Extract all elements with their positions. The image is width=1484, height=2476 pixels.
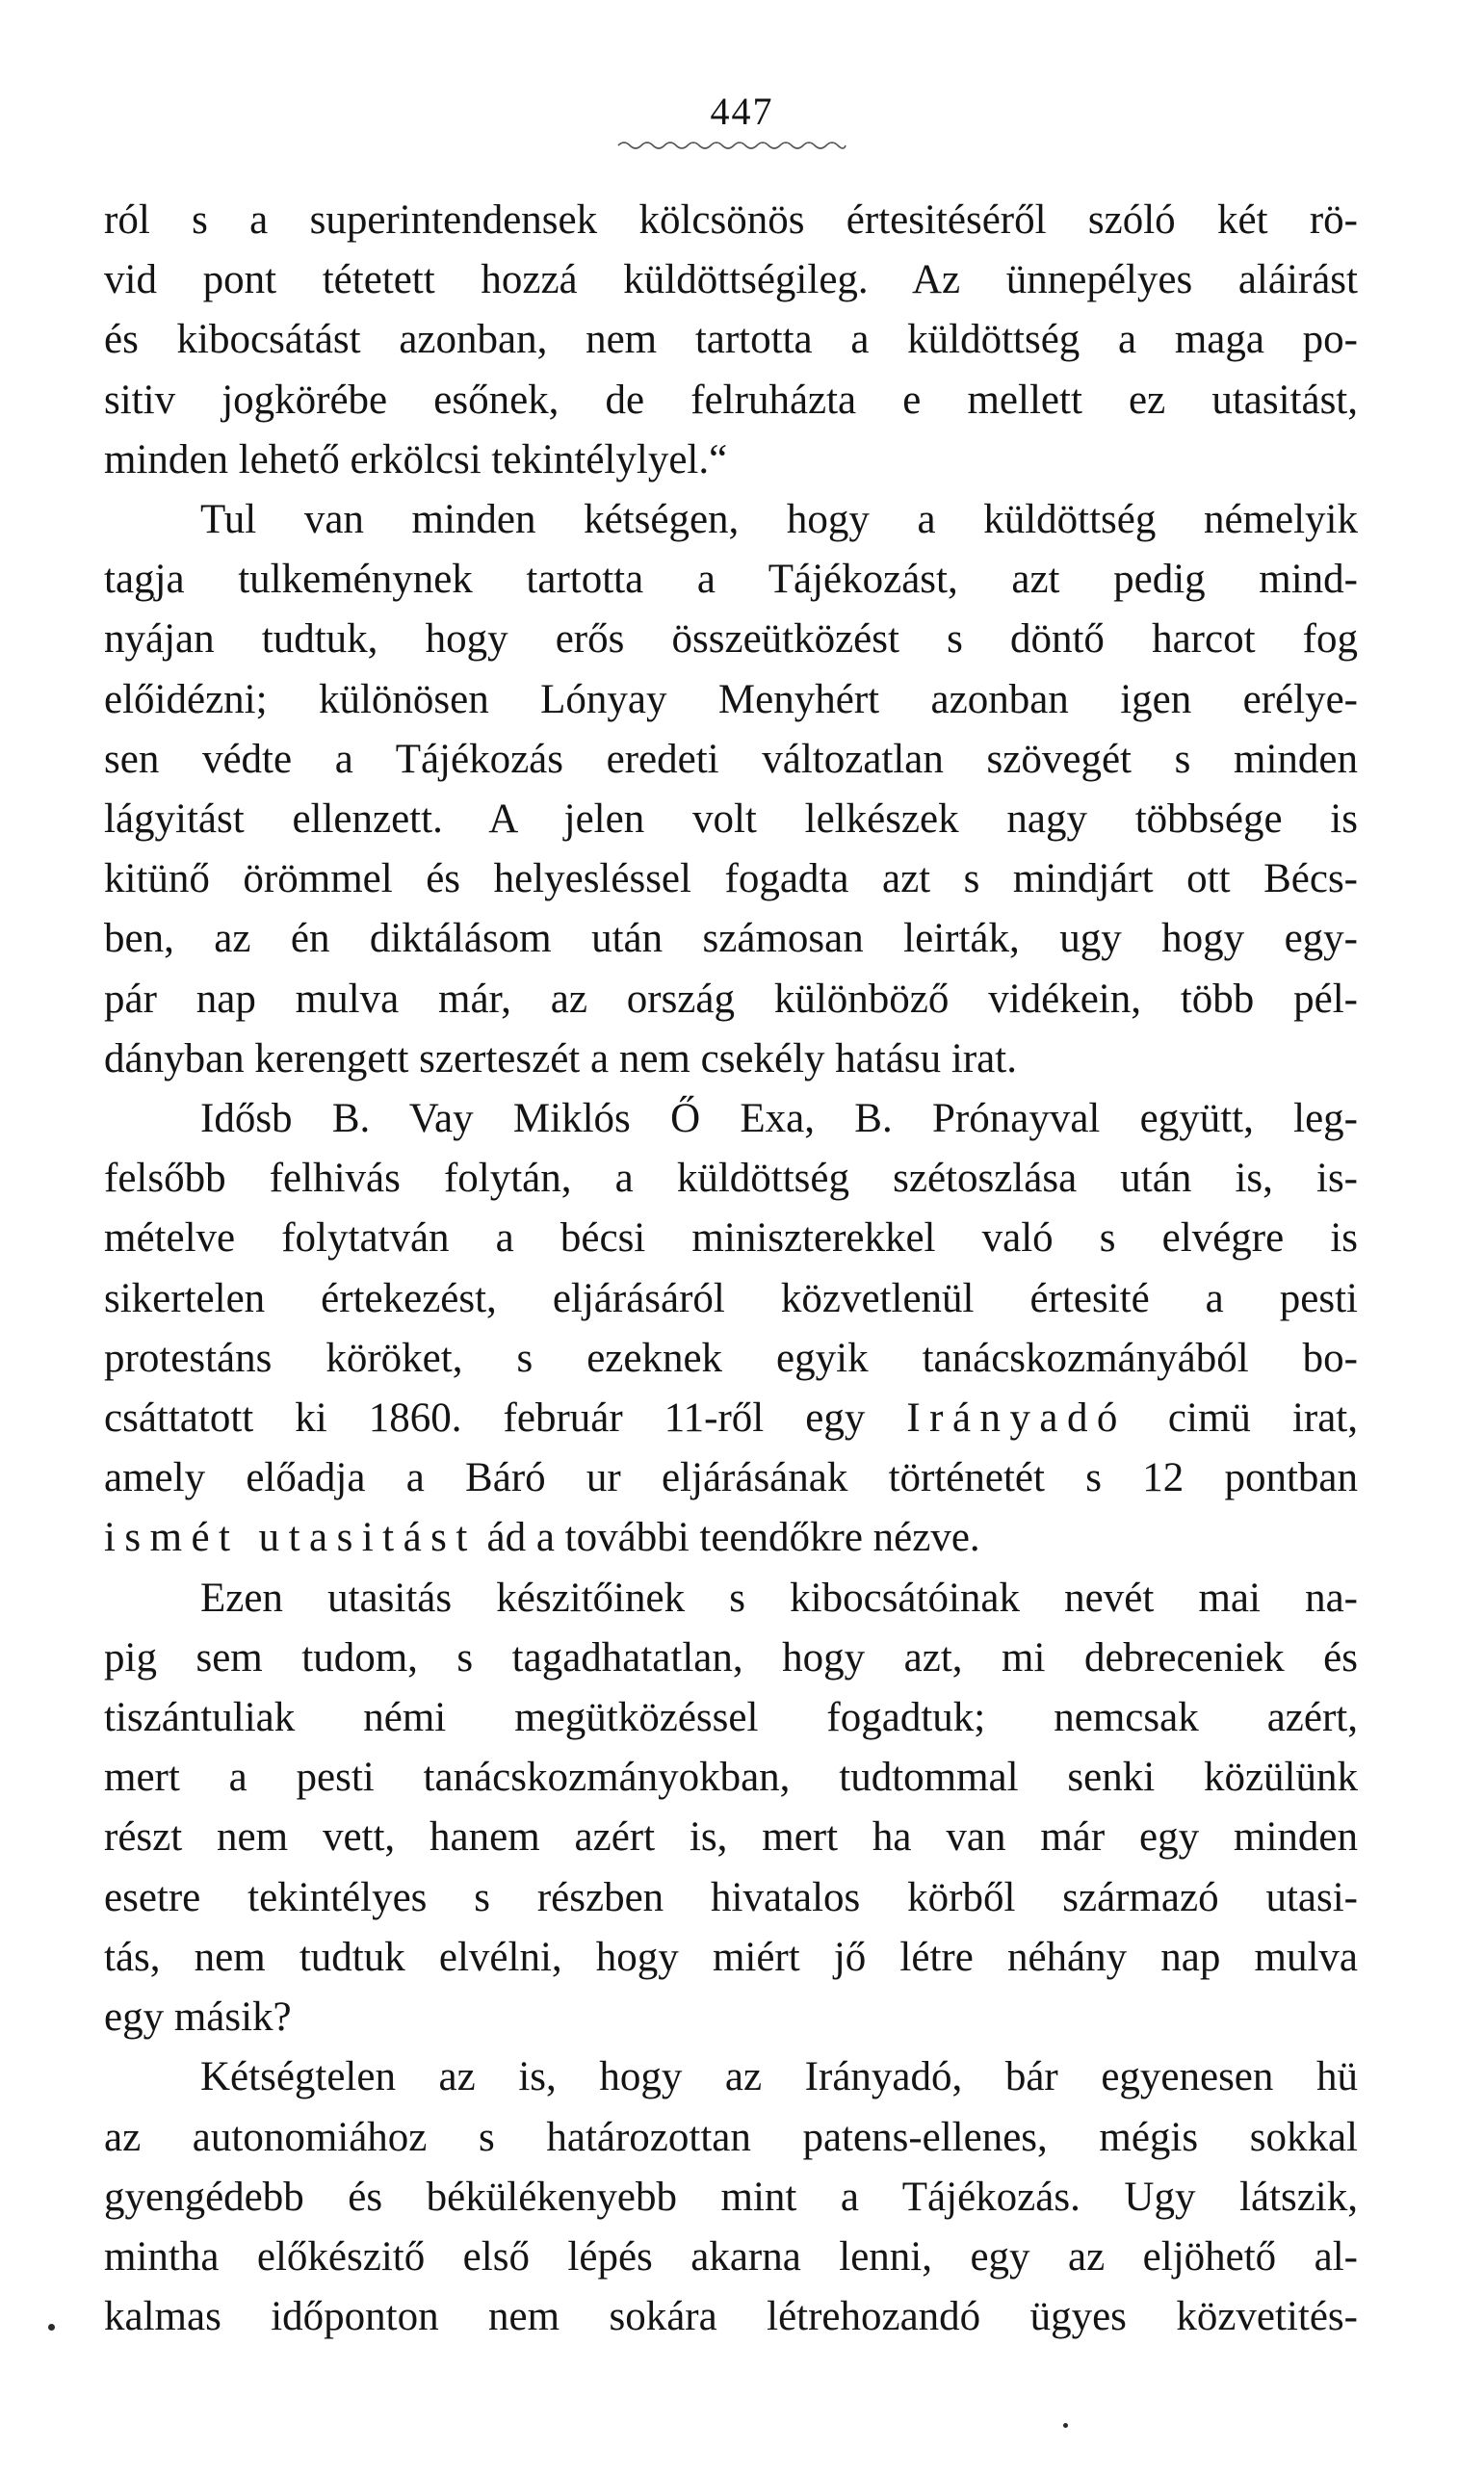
text-line: kalmas időponton nem sokára létrehozandó ügyes közvetités- (104, 2294, 1358, 2340)
text-line: esetre tekintélyes s részben hivatalos körből származó utasi- (104, 1874, 1358, 1920)
text-line: tás, nem tudtuk elvélni, hogy miért jő létre néhány nap mulva (104, 1934, 1358, 1980)
text-line: vid pont tétetett hozzá küldöttségileg. Az ünnepélyes aláirást (104, 257, 1358, 303)
text-segment: ád a további teendőkre nézve. (476, 1515, 980, 1561)
page-number: 447 (710, 90, 774, 133)
text-line: mintha előkészitő első lépés akarna lenni, egy az eljöhető al- (104, 2233, 1358, 2280)
text-line: pár nap mulva már, az ország különböző vidékein, több pél- (104, 976, 1358, 1022)
text-line: ról s a superintendensek kölcsönös értesitéséről szóló két rö- (104, 197, 1358, 243)
text-line: Tul van minden kétségen, hogy a küldöttség némelyik (200, 497, 1358, 543)
text-line (104, 1508, 1358, 1568)
text-line: előidézni; különösen Lónyay Menyhért azonban igen erélye- (104, 676, 1358, 722)
text-line: nyájan tudtuk, hogy erős összeütközést s döntő harcot fog (104, 616, 1358, 663)
header-ornament-rule (616, 137, 847, 152)
text-line: gyengédebb és békülékenyebb mint a Tájékozás. Ugy látszik, (104, 2174, 1358, 2220)
text-line: pig sem tudom, s tagadhatatlan, hogy azt, mi debreceniek és (104, 1634, 1358, 1681)
text-line: mételve folytatván a bécsi miniszterekkel való s elvégre is (104, 1215, 1358, 1262)
text-line: kitünő örömmel és helyesléssel fogadta azt s mindjárt ott Bécs- (104, 856, 1358, 902)
emphasized-text: ismét utasitást (104, 1515, 477, 1561)
text-line: mert a pesti tanácskozmányokban, tudtommal senki közülünk (104, 1755, 1358, 1801)
text-line: sen védte a Tájékozás eredeti változatlan szövegét s minden (104, 736, 1358, 782)
margin-speck (1063, 2423, 1068, 2428)
text-line: sikertelen értekezést, eljárásáról közvetlenül értesité a pesti (104, 1275, 1358, 1321)
text-line: az autonomiához s határozottan patens-ellenes, mégis sokkal (104, 2114, 1358, 2160)
text-line: Idősb B. Vay Miklós Ő Exa, B. Prónayval együtt, leg- (200, 1096, 1358, 1142)
text-line: felsőbb felhivás folytán, a küldöttség szétoszlása után is, is- (104, 1156, 1358, 1202)
text-line: egy másik? (104, 1994, 292, 2041)
body-text (104, 191, 1358, 2347)
text-line: sitiv jogkörébe esőnek, de felruházta e mellett ez utasitást, (104, 377, 1358, 423)
text-line: tiszántuliak némi megütközéssel fogadtuk; nemcsak azért, (104, 1695, 1358, 1741)
text-line: minden lehető erkölcsi tekintélylyel.“ (104, 436, 728, 482)
text-segment: cimü irat, (1126, 1395, 1359, 1442)
text-line: és kibocsátást azonban, nem tartotta a küldöttség a maga po- (104, 317, 1358, 363)
margin-speck (48, 2324, 55, 2331)
text-line: tagja tulkeménynek tartotta a Tájékozást, azt pedig mind- (104, 557, 1358, 603)
emphasized-text: Irányadó (906, 1395, 1127, 1442)
text-line (104, 1389, 1358, 1448)
text-line: dányban kerengett szerteszét a nem csekély hatásu irat. (104, 1035, 1017, 1082)
text-line: lágyitást ellenzett. A jelen volt lelkészek nagy többsége is (104, 796, 1358, 843)
text-segment: csáttatott ki 1860. február 11-ről egy (104, 1395, 907, 1442)
text-line: Ezen utasitás készitőinek s kibocsátóinak nevét mai na- (200, 1575, 1358, 1621)
text-line: amely előadja a Báró ur eljárásának történetét s 12 pontban (104, 1455, 1358, 1501)
text-line: Kétségtelen az is, hogy az Irányadó, bár egyenesen hü (200, 2054, 1358, 2100)
text-line: részt nem vett, hanem azért is, mert ha van már egy minden (104, 1814, 1358, 1861)
text-line: protestáns köröket, s ezeknek egyik tanácskozmányából bo- (104, 1335, 1358, 1381)
text-line: ben, az én diktálásom után számosan leirták, ugy hogy egy- (104, 916, 1358, 962)
